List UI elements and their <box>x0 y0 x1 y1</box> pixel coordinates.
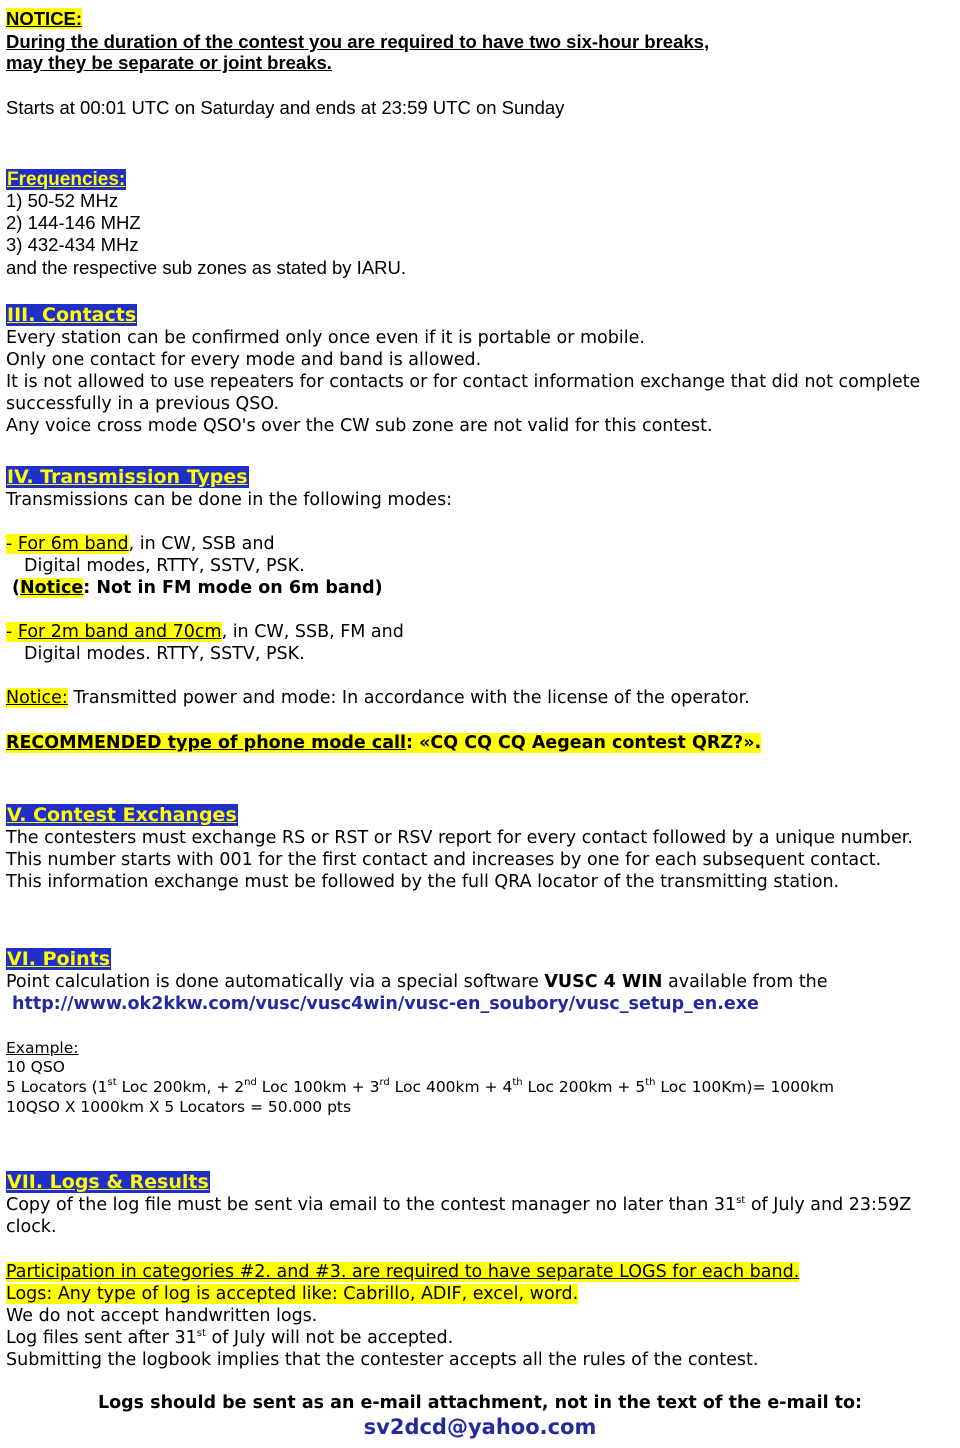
late-sup: st <box>196 1328 206 1339</box>
contacts-heading <box>6 304 137 326</box>
exchanges-heading-text: V. Contest Exchanges <box>7 804 237 826</box>
power-notice-text: Transmitted power and mode: In accordance with the license of the operator. <box>67 688 750 708</box>
example-locators <box>6 1076 834 1098</box>
software-download-link[interactable]: http://www.ok2kkw.com/vusc/vusc4win/vusc-en_soubory/vusc_setup_en.exe <box>12 994 759 1014</box>
contacts-line-2: Only one contact for every mode and band is allowed. <box>6 350 482 370</box>
notice-title-text: NOTICE: <box>6 8 83 29</box>
ex-part-a: 5 Locators (1 <box>6 1078 108 1096</box>
ex-part-b: Loc 200km, + 2 <box>116 1078 245 1096</box>
submission-rule: Submitting the logbook implies that the contester accepts all the rules of the contest. <box>6 1350 759 1370</box>
contacts-line-3: It is not allowed to use repeaters for contacts or for contact information exchange that did not complete <box>6 372 921 392</box>
points-heading-text: VI. Points <box>7 948 111 970</box>
notice-line-2: may they be separate or joint breaks. <box>6 52 332 73</box>
ex-part-f: Loc 100Km)= 1000km <box>655 1078 835 1096</box>
logs-deadline-line <box>6 1194 911 1216</box>
band-2m-modes: , in CW, SSB, FM and <box>221 622 404 642</box>
points-line-prefix: Point calculation is done automatically via a special software <box>6 972 545 992</box>
contacts-line-1: Every station can be confirmed only once even if it is portable or mobile. <box>6 328 645 348</box>
example-label: Example: <box>6 1039 79 1057</box>
contacts-heading-text: III. Contacts <box>7 304 137 326</box>
recommended-call-text: : «CQ CQ CQ Aegean contest QRZ?». <box>406 733 762 753</box>
fm-notice-open: ( <box>12 578 20 598</box>
late-text-a: Log files sent after 31 <box>6 1328 197 1348</box>
band-6m-highlight <box>6 534 129 554</box>
ex-sup-d: th <box>512 1077 523 1088</box>
frequencies-note: and the respective sub zones as stated by IARU. <box>6 257 407 278</box>
ex-part-d: Loc 400km + 4 <box>389 1078 513 1096</box>
notice-line-1: During the duration of the contest you are required to have two six-hour breaks, <box>6 31 710 52</box>
categories-rule <box>6 1261 799 1283</box>
log-formats <box>6 1283 578 1305</box>
exchanges-line-1: The contesters must exchange RS or RST or RSV report for every contact followed by a unique number. <box>6 828 913 848</box>
ex-sup-b: nd <box>244 1077 257 1088</box>
logs-heading-text: VII. Logs & Results <box>7 1171 209 1193</box>
points-line-suffix: available from the <box>662 972 828 992</box>
transmission-heading-text: IV. Transmission Types <box>7 466 248 488</box>
example-total: 10QSO X 1000km X 5 Locators = 50.000 pts <box>6 1098 352 1116</box>
power-notice-label: Notice: <box>6 688 68 708</box>
band-6m-line <box>6 533 275 555</box>
power-notice <box>6 687 750 709</box>
band-2m-line-2: Digital modes. RTTY, SSTV, PSK. <box>24 644 305 664</box>
band-2m-label: For 2m band and 70cm <box>17 622 222 642</box>
logs-heading <box>6 1171 210 1193</box>
fm-notice-word: Notice <box>20 578 84 598</box>
schedule-text: Starts at 00:01 UTC on Saturday and ends at 23:59 UTC on Sunday <box>6 97 565 118</box>
handwritten-rule: We do not accept handwritten logs. <box>6 1306 318 1326</box>
recommended-highlight <box>6 733 761 753</box>
exchanges-heading <box>6 804 238 826</box>
frequency-item-3: 3) 432-434 MHz <box>6 234 139 255</box>
band-6m-modes: , in CW, SSB and <box>128 534 275 554</box>
frequencies-heading <box>6 168 126 190</box>
ex-sup-c: rd <box>379 1077 390 1088</box>
deadline-text-a: Copy of the log file must be sent via email to the contest manager no later than 31 <box>6 1195 737 1215</box>
band-2m-line <box>6 621 404 643</box>
transmission-intro: Transmissions can be done in the following modes: <box>6 490 453 510</box>
late-logs-rule <box>6 1327 453 1349</box>
contacts-line-5: Any voice cross mode QSO's over the CW sub zone are not valid for this contest. <box>6 416 713 436</box>
ex-part-c: Loc 100km + 3 <box>256 1078 380 1096</box>
exchanges-line-3: This information exchange must be followed by the full QRA locator of the transmitting station. <box>6 872 840 892</box>
band-6m-line-2: Digital modes, RTTY, SSTV, PSK. <box>24 556 305 576</box>
log-formats-text: Logs: Any type of log is accepted like: Cabrillo, ADIF, excel, word. <box>6 1284 579 1304</box>
frequency-item-2: 2) 144-146 MHZ <box>6 212 141 233</box>
deadline-text-b: of July and 23:59Z <box>745 1195 912 1215</box>
ex-sup-a: st <box>107 1077 117 1088</box>
example-qso: 10 QSO <box>6 1058 65 1076</box>
points-line <box>6 971 828 993</box>
notice-title <box>6 8 82 30</box>
send-logs-instruction: Logs should be sent as an e-mail attachment, not in the text of the e-mail to: <box>97 1393 863 1413</box>
points-heading <box>6 948 111 970</box>
exchanges-line-2: This number starts with 001 for the first contact and increases by one for each subsequent contact. <box>6 850 882 870</box>
deadline-sup: st <box>736 1195 746 1206</box>
recommended-label: RECOMMENDED type of phone mode call <box>6 733 407 753</box>
transmission-heading <box>6 466 249 488</box>
band-2m-dash: - <box>6 622 18 642</box>
frequency-item-1: 1) 50-52 MHz <box>6 190 119 211</box>
late-text-b: of July will not be accepted. <box>205 1328 454 1348</box>
contacts-line-4: successfully in a previous QSO. <box>6 394 280 414</box>
band-6m-dash: - <box>6 534 18 554</box>
logs-deadline-line-2: clock. <box>6 1217 57 1237</box>
fm-notice <box>12 577 383 599</box>
fm-notice-rest: : Not in FM mode on 6m band) <box>83 578 383 598</box>
ex-part-e: Loc 200km + 5 <box>522 1078 646 1096</box>
categories-rule-text: Participation in categories #2. and #3. are required to have separate LOGS for each band. <box>6 1262 800 1282</box>
band-6m-label: For 6m band <box>17 534 129 554</box>
ex-sup-e: th <box>645 1077 656 1088</box>
contest-manager-email[interactable]: sv2dcd@yahoo.com <box>363 1415 597 1439</box>
software-name: VUSC 4 WIN <box>544 972 663 992</box>
frequencies-heading-text: Frequencies: <box>7 169 126 190</box>
recommended-call <box>6 732 761 754</box>
band-2m-highlight <box>6 622 222 642</box>
